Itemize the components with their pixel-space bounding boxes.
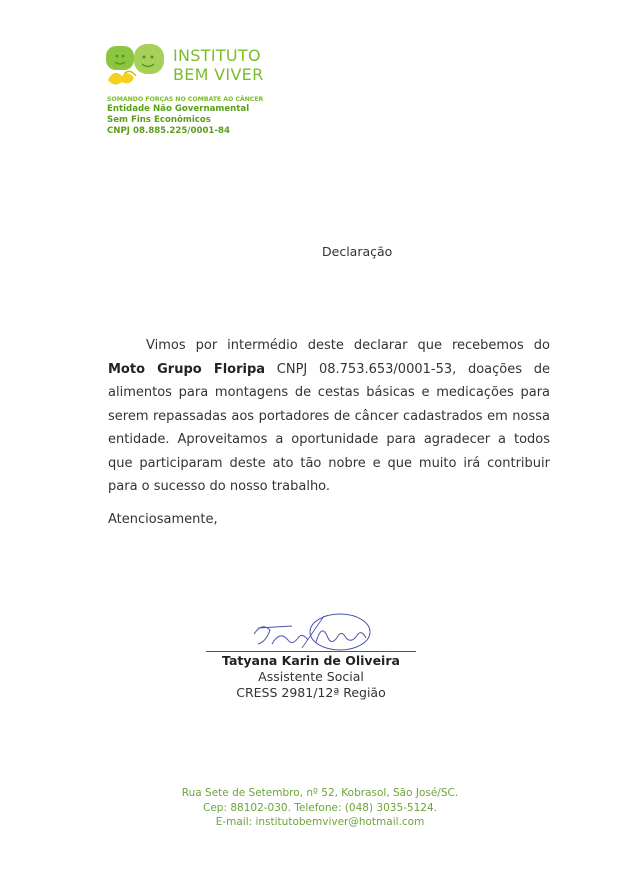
signer-role: Assistente Social (258, 669, 364, 684)
document-title: Declaração (322, 244, 393, 259)
org-cnpj: CNPJ 08.885.225/0001-84 (107, 126, 230, 136)
donor-name: Moto Grupo Floripa (108, 361, 266, 377)
body-rest: CNPJ 08.753.653/0001-53, doações de alimentos para montagens de cestas básicas e medicações para serem repassadas aos portadores de câncer cadastrados em nossa entidade. Aproveitamos a oportunidade para agradecer a todos que participaram deste ato tão nobre e que muito irá contribuir para o sucesso do nosso trabalho. (108, 361, 550, 494)
signer-name: Tatyana Karin de Oliveira (222, 653, 400, 668)
logo-line-2: BEM VIVER (173, 65, 264, 84)
footer (140, 786, 500, 830)
body-intro: Vimos por intermédio deste declarar que recebemos do (146, 338, 550, 353)
signature-line (206, 651, 416, 652)
organization-info (107, 104, 249, 137)
institute-name (173, 46, 264, 84)
institute-logo-icon (104, 40, 168, 90)
tagline: SOMANDO FORÇAS NO COMBATE AO CÂNCER (107, 96, 264, 103)
org-nonprofit: Sem Fins Econômicos (107, 115, 211, 125)
signer-registration: CRESS 2981/12ª Região (236, 685, 386, 700)
signer-block (206, 653, 416, 701)
handwritten-signature-icon (232, 608, 382, 654)
declaration-body (108, 334, 550, 499)
org-type: Entidade Não Governamental (107, 104, 250, 114)
footer-address: Rua Sete de Setembro, nº 52, Kobrasol, São José/SC. (181, 787, 459, 799)
footer-contact: Cep: 88102-030. Telefone: (048) 3035-5124. (203, 801, 437, 814)
footer-email: E-mail: institutobemviver@hotmail.com (215, 816, 425, 828)
logo-line-1: INSTITUTO (173, 46, 261, 65)
closing: Atenciosamente, (108, 512, 218, 527)
